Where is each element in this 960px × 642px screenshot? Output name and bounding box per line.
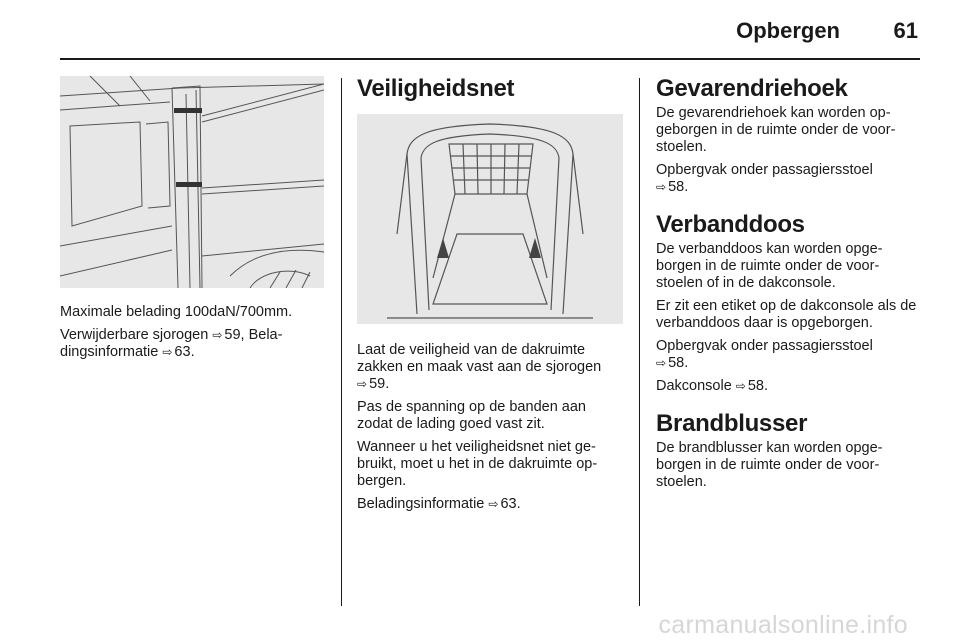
cargo-pillar-drawing — [60, 76, 324, 288]
arrow-reference-icon: ⇨ — [656, 180, 667, 194]
section-heading-warning-triangle: Gevarendriehoek — [656, 75, 848, 102]
passenger-seat-storage-ref-1: Opbergvak onder passagiersstoel ⇨ 58. — [656, 162, 873, 195]
section-heading-fire-extinguisher: Brandblusser — [656, 410, 808, 437]
load-info-ref: Beladingsinformatie ⇨ 63. — [357, 496, 521, 512]
page-number: 61 — [893, 18, 918, 43]
arrow-reference-icon: ⇨ — [656, 356, 667, 370]
page-title: Opbergen — [736, 18, 840, 43]
first-aid-label-text: Er zit een etiket op de dakconsole als de verbanddoos daar is opgeborgen. — [656, 298, 917, 331]
warning-triangle-text: De gevarendriehoek kan worden op-geborgen in de ruimte onder de voor-stoelen. — [656, 105, 896, 155]
max-load-text: Maximale belading 100daN/700mm. — [60, 304, 293, 320]
column-1 — [60, 76, 326, 367]
roof-console-ref: Dakconsole ⇨ 58. — [656, 378, 769, 394]
column-2 — [357, 76, 623, 519]
tie-down-text: Verwijderbare sjorogen ⇨ 59, Bela-dingsinformatie ⇨ 63. — [60, 327, 283, 360]
first-aid-text: De verbanddoos kan worden opge-borgen in de ruimte onder de voor-stoelen of in de dakconsole. — [656, 241, 883, 291]
watermark: carmanualsonline.info — [658, 611, 908, 639]
column-divider-1 — [341, 78, 342, 606]
column-divider-2 — [639, 78, 640, 606]
safety-net-illustration — [357, 114, 623, 324]
header-rule — [60, 58, 920, 60]
fire-extinguisher-text: De brandblusser kan worden opge-borgen in de ruimte onder de voor-stoelen. — [656, 440, 883, 490]
strap-tension-text: Pas de spanning op de banden aan zodat de lading goed vast zit. — [357, 399, 586, 432]
safety-net-drawing — [357, 114, 623, 324]
arrow-reference-icon: ⇨ — [357, 377, 368, 391]
arrow-reference-icon: ⇨ — [162, 345, 173, 359]
arrow-reference-icon: ⇨ — [212, 328, 223, 342]
section-heading-safety-net: Veiligheidsnet — [357, 75, 515, 102]
passenger-seat-storage-ref-2: Opbergvak onder passagiersstoel ⇨ 58. — [656, 338, 873, 371]
section-heading-first-aid: Verbanddoos — [656, 211, 805, 238]
column-3 — [656, 76, 920, 497]
net-storage-text: Wanneer u het veiligheidsnet niet ge-bruikt, moet u het in de dakruimte op-bergen. — [357, 439, 598, 489]
cargo-pillar-illustration — [60, 76, 324, 288]
arrow-reference-icon: ⇨ — [488, 497, 499, 511]
safety-net-instruction: Laat de veiligheid van de dakruimte zakken en maak vast aan de sjorogen ⇨ 59. — [357, 342, 602, 392]
arrow-reference-icon: ⇨ — [735, 379, 746, 393]
